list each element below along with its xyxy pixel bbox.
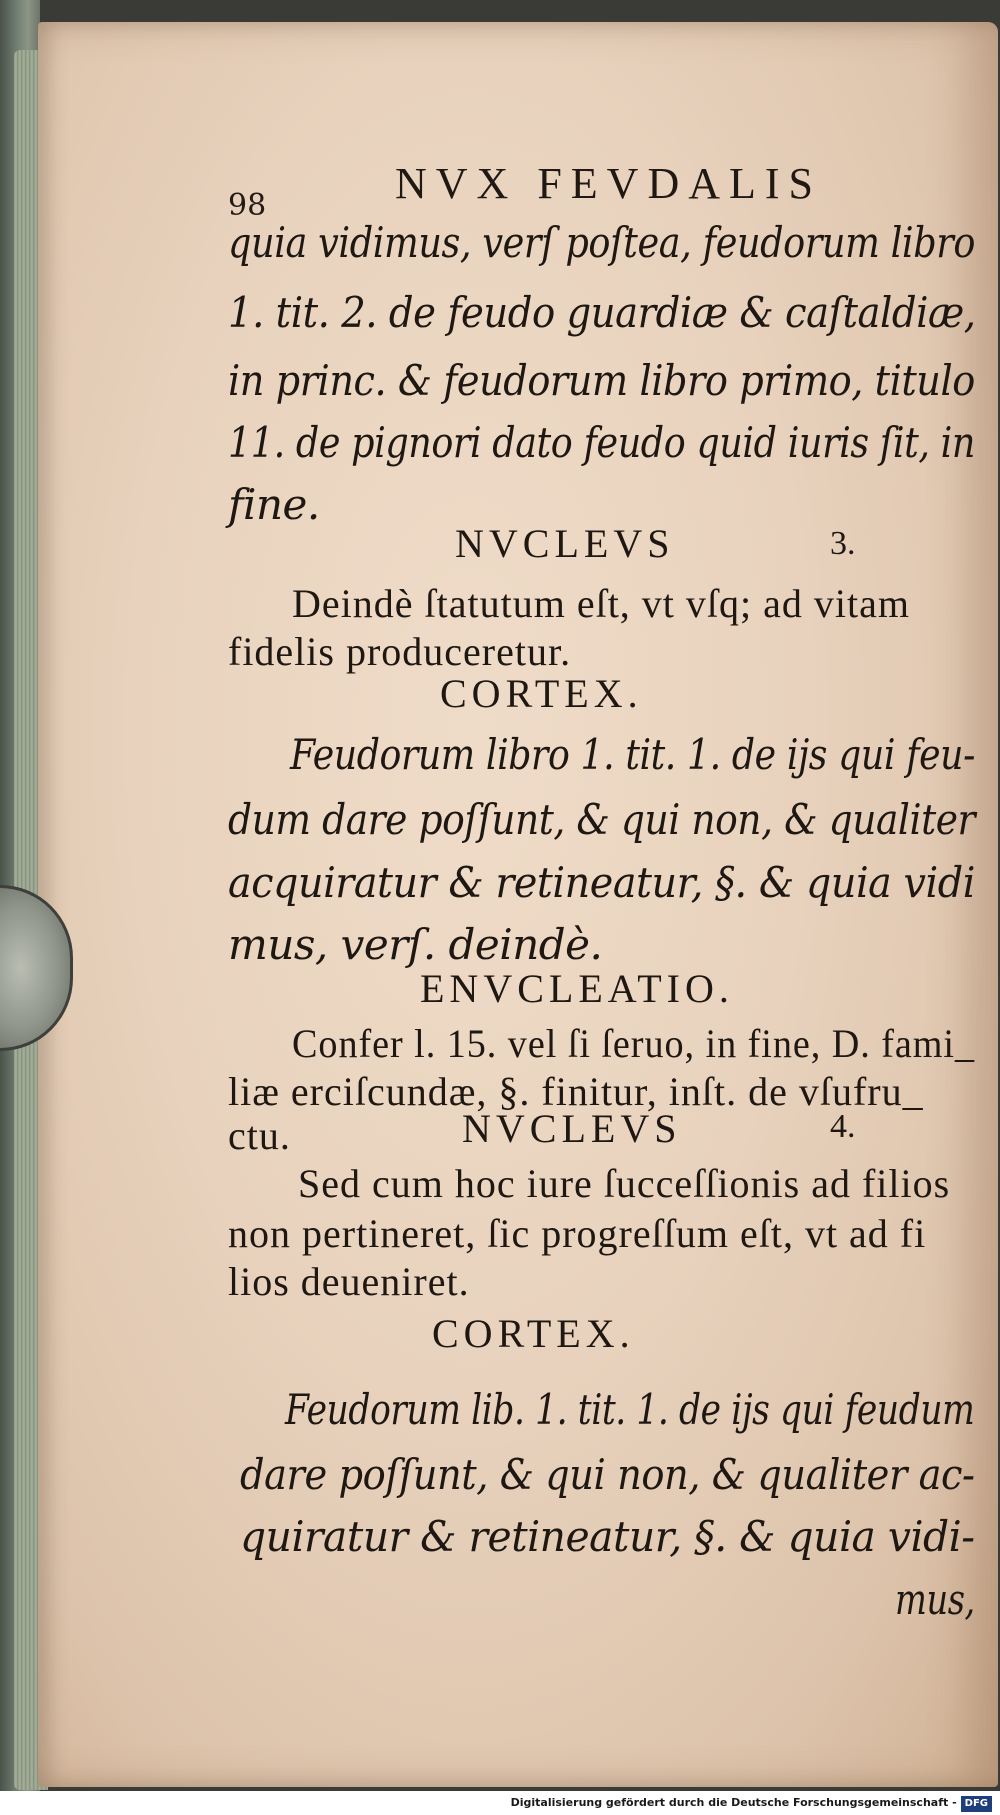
section-number: 3. (830, 525, 856, 562)
text-line: liæ erciſcundæ, §. finitur, inſt. de vſufru_ (228, 1069, 924, 1114)
digitization-footer (0, 1791, 1000, 1815)
text-line: dum dare poſſunt, & qui non, & qualiter (228, 795, 976, 844)
section-heading: CORTEX. (440, 671, 643, 716)
text-line: Feudorum libro 1. tit. 1. de ijs qui feu- (290, 730, 975, 779)
text-line: Sed cum hoc iure ſucceſſionis ad filios (298, 1161, 951, 1206)
text-line: lios deueniret. (228, 1259, 470, 1304)
dfg-logo-badge: DFG (961, 1796, 992, 1812)
text-line: 1. tit. 2. de feudo guardiæ & caſtaldiæ, (228, 288, 976, 337)
text-line: dare poſſunt, & qui non, & qualiter ac- (240, 1450, 975, 1499)
text-line: Confer l. 15. vel ſi ſeruo, in fine, D. fami_ (292, 1021, 976, 1066)
text-line: quiratur & retineatur, §. & quia vidi- (240, 1512, 975, 1561)
text-line: quia vidimus, verſ poſtea, feudorum libro (228, 218, 975, 267)
text-line: acquiratur & retineatur, §. & quia vidi (228, 858, 975, 907)
section-number: 4. (830, 1108, 856, 1145)
text-line: fidelis produceretur. (228, 629, 572, 674)
running-head: NVX FEVDALIS (395, 159, 822, 208)
section-heading: ENVCLEATIO. (420, 966, 734, 1011)
page-number: 98 (228, 188, 267, 223)
footer-credit: Digitalisierung gefördert durch die Deutsche Forschungsgemeinschaft - (510, 1796, 957, 1809)
text-line: non pertineret, ſic progreſſum eſt, vt ad fi (228, 1211, 927, 1256)
text-line: Feudorum lib. 1. tit. 1. de ijs qui feudum (285, 1385, 975, 1434)
section-heading: NVCLEVS (455, 521, 675, 566)
section-heading: NVCLEVS (462, 1106, 682, 1151)
text-line: fine. (228, 480, 320, 529)
section-heading: CORTEX. (432, 1311, 635, 1356)
text-line: in princ. & feudorum libro primo, titulo (228, 356, 975, 405)
text-line: 11. de pignori dato feudo quid iuris ſit, in (228, 418, 975, 467)
text-line: mus, verſ. deindè. (228, 920, 603, 969)
text-line: Deindè ſtatutum eſt, vt vſq; ad vitam (292, 581, 910, 626)
text-line: mus, (895, 1575, 975, 1624)
text-line: ctu. (228, 1113, 291, 1158)
